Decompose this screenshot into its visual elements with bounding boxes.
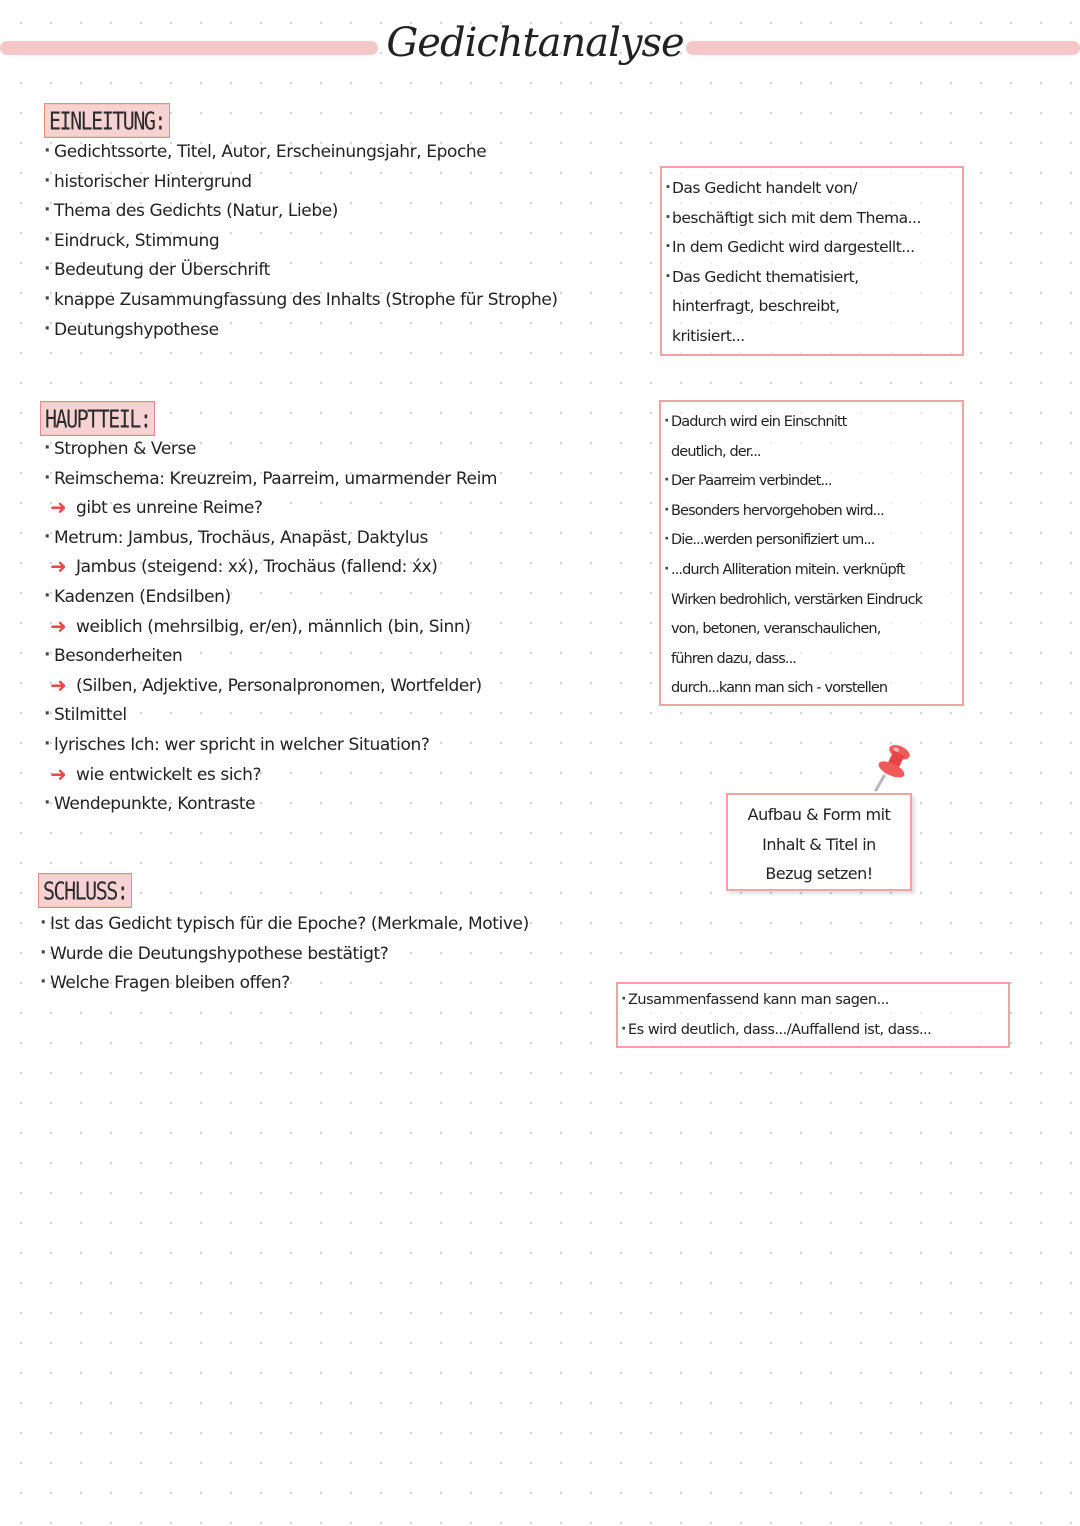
list-item: · Deutungshypothese (44, 316, 558, 346)
phrase-box-schluss (616, 982, 1010, 1048)
phrase-line: · Es wird deutlich, dass.../Auffallend ist, dass... (626, 1016, 1002, 1046)
list-item: · lyrisches Ich: wer spricht in welcher Situation? (44, 731, 497, 761)
list-item: · Wurde die Deutungshypothese bestätigt? (40, 940, 529, 970)
list-item: · Welche Fragen bleiben offen? (40, 969, 529, 999)
note-line: Aufbau & Form mit (747, 805, 891, 824)
heading-einleitung: EINLEITUNG: (44, 103, 170, 138)
list-item-arrow: ➜ (Silben, Adjektive, Personalpronomen, Wortfelder) (50, 672, 482, 697)
title-bar-right (686, 41, 1080, 55)
sticky-note (726, 793, 912, 891)
list-item-arrow: ➜ weiblich (mehrsilbig, er/en), männlich (bin, Sinn) (50, 613, 471, 638)
list-schluss (40, 910, 529, 999)
phrase-line: hinterfragt, beschreibt, (672, 297, 840, 316)
list-item: · Wendepunkte, Kontraste (44, 790, 497, 820)
arrow-right-icon: ➜ (50, 554, 67, 579)
heading-schluss: SCHLUSS: (38, 873, 132, 908)
phrase-line: · Die...werden personifiziert um... (669, 526, 956, 556)
list-item: · Strophen & Verse (44, 435, 497, 465)
arrow-right-icon: ➜ (50, 761, 67, 786)
phrase-line: deutlich, der... (671, 443, 761, 460)
pushpin-icon (868, 742, 916, 794)
phrase-line: · Der Paarreim verbindet... (669, 467, 956, 497)
phrase-line: · Dadurch wird ein Einschnitt (669, 408, 956, 438)
list-item: · Ist das Gedicht typisch für die Epoche? (Merkmale, Motive) (40, 910, 529, 940)
list-item: · Metrum: Jambus, Trochäus, Anapäst, Daktylus (44, 524, 497, 554)
list-item: · Stilmittel (44, 701, 497, 731)
page-title: Gedichtanalyse (386, 20, 684, 66)
list-einleitung (44, 138, 558, 345)
phrase-line: kritisiert... (672, 326, 745, 345)
phrase-line: · In dem Gedicht wird dargestellt... (670, 233, 956, 263)
list-item: · Kadenzen (Endsilben) (44, 583, 497, 613)
phrase-line: · ...durch Alliteration mitein. verknüpft (669, 556, 956, 586)
phrase-line: · Das Gedicht thematisiert, (670, 263, 956, 293)
list-item: · historischer Hintergrund (44, 168, 558, 198)
phrase-line: · Das Gedicht handelt von/ (670, 174, 956, 204)
arrow-right-icon: ➜ (50, 495, 67, 520)
title-bar-left (0, 41, 378, 55)
list-item-arrow: ➜ Jambus (steigend: xx́), Trochäus (fallend: x́x) (50, 554, 438, 579)
phrase-line: · beschäftigt sich mit dem Thema... (670, 204, 956, 234)
phrase-line: · Besonders hervorgehoben wird... (669, 497, 956, 527)
list-item-arrow: ➜ gibt es unreine Reime? (50, 495, 263, 520)
note-line: Inhalt & Titel in (762, 834, 876, 854)
list-item: · Reimschema: Kreuzreim, Paarreim, umarmender Reim (44, 465, 497, 495)
phrase-line: · Zusammenfassend kann man sagen... (626, 986, 1002, 1016)
phrase-line: Wirken bedrohlich, verstärken Eindruck (671, 591, 923, 608)
arrow-right-icon: ➜ (50, 613, 67, 638)
list-hauptteil (44, 435, 497, 820)
phrase-line: führen dazu, dass... (671, 650, 796, 667)
list-item: · knappe Zusammungfassung des Inhalts (Strophe für Strophe) (44, 286, 558, 316)
list-item: · Bedeutung der Überschrift (44, 256, 558, 286)
list-item: · Thema des Gedichts (Natur, Liebe) (44, 197, 558, 227)
arrow-right-icon: ➜ (50, 672, 67, 697)
list-item: · Gedichtssorte, Titel, Autor, Erscheinungsjahr, Epoche (44, 138, 558, 168)
list-item-arrow: ➜ wie entwickelt es sich? (50, 761, 262, 786)
phrase-box-einleitung (660, 166, 964, 356)
list-item: · Besonderheiten (44, 642, 497, 672)
phrase-box-hauptteil (659, 400, 964, 706)
phrase-line: von, betonen, veranschaulichen, (671, 621, 881, 638)
heading-hauptteil: HAUPTTEIL: (40, 401, 155, 436)
note-line: Bezug setzen! (765, 864, 873, 883)
phrase-line: durch...kann man sich - vorstellen (671, 680, 888, 697)
list-item: · Eindruck, Stimmung (44, 227, 558, 257)
